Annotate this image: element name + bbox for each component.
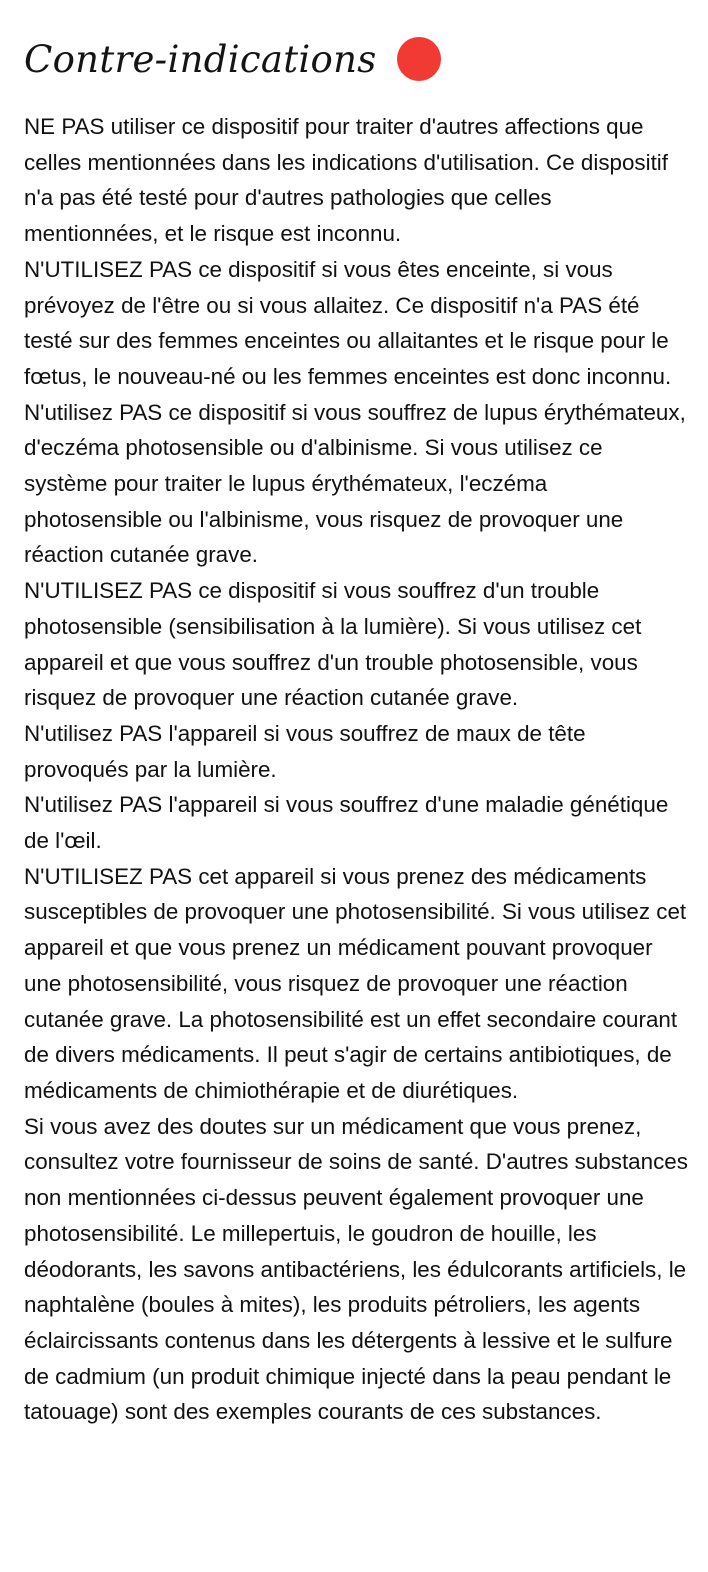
paragraph-1: NE PAS utiliser ce dispositif pour traiter d'autres affections que celles mentionnées dans les indications d'utilisation. Ce dispositif n'a pas été testé pour d'autres pathologies que celles mentionnées, et le risque est inconnu. [24,114,669,247]
paragraph-3: N'utilisez PAS ce dispositif si vous souffrez de lupus érythémateux, d'eczéma photosensible ou d'albinisme. Si vous utilisez ce système pour traiter le lupus érythémateux, l'eczéma photosensible ou l'albinisme, vous risquez de provoquer une réaction cutanée grave. [24,399,686,568]
red-dot-icon [397,37,441,81]
paragraph-6: N'utilisez PAS l'appareil si vous souffrez d'une maladie génétique de l'œil. [24,792,669,854]
paragraph-4: N'UTILISEZ PAS ce dispositif si vous souffrez d'un trouble photosensible (sensibilisation à la lumière). Si vous utilisez cet appareil et que vous souffrez d'un trouble photosensible, vous risquez de provoquer une réaction cutanée grave. [24,578,642,711]
paragraph-2: N'UTILISEZ PAS ce dispositif si vous êtes enceinte, si vous prévoyez de l'être ou si vous allaitez. Ce dispositif n'a PAS été testé sur des femmes enceintes ou allaitantes et le risque pour le fœtus, le nouveau-né ou les femmes enceintes est donc inconnu. [24,256,672,389]
section-title: Contre-indications [24,37,377,81]
paragraph-7: N'UTILISEZ PAS cet appareil si vous prenez des médicaments susceptibles de provoquer une photosensibilité. Si vous utilisez cet appareil et que vous prenez un médicament pouvant provoquer une photosensibilité, vous risquez de provoquer une réaction cutanée grave. La photosensibilité est un effet secondaire courant de divers médicaments. Il peut s'agir de certains antibiotiques, de médicaments de chimiothérapie et de diurétiques. [24,863,687,1103]
contraindications-text [24,109,690,1430]
paragraph-8: Si vous avez des doutes sur un médicament que vous prenez, consultez votre fournisseur de soins de santé. D'autres substances non mentionnées ci-dessus peuvent également provoquer une photosensibilité. Le millepertuis, le goudron de houille, les déodorants, les savons antibactériens, les édulcorants artificiels, le naphtalène (boules à mites), les produits pétroliers, les agents éclaircissants contenus dans les détergents à lessive et le sulfure de cadmium (un produit chimique injecté dans la peau pendant le tatouage) sont des exemples courants de ces substances. [24,1113,688,1425]
paragraph-5: N'utilisez PAS l'appareil si vous souffrez de maux de tête provoqués par la lumière. [24,720,586,782]
section-header [24,28,690,90]
